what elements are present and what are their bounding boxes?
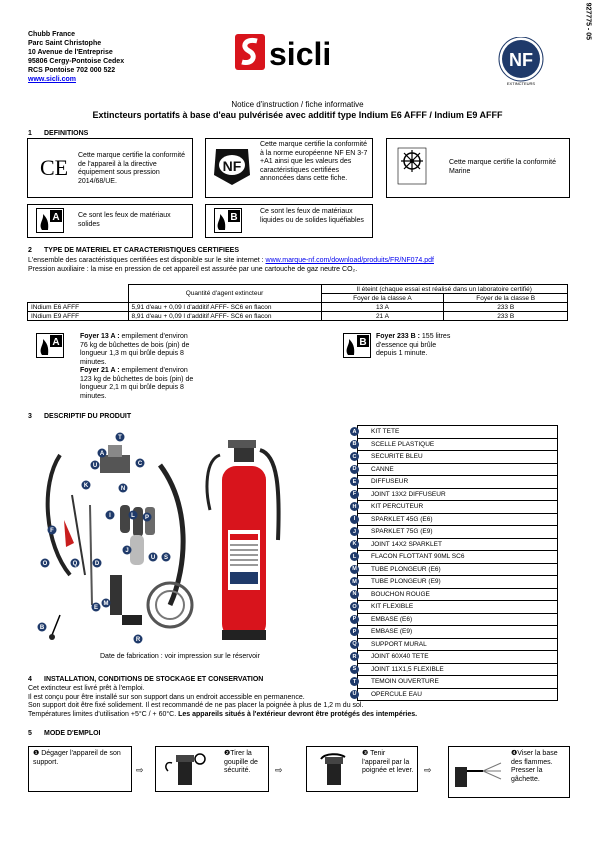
step-1-text: ❶ Dégager l'appareil de son support. bbox=[33, 750, 121, 766]
svg-text:B: B bbox=[39, 625, 45, 631]
svg-text:T: T bbox=[118, 435, 122, 441]
svg-text:E: E bbox=[93, 605, 99, 611]
nf-certification-logo bbox=[498, 37, 544, 87]
address-line: RCS Pontoise 702 000 522 bbox=[28, 67, 116, 74]
list-item: C SECURITE BLEU bbox=[357, 451, 558, 464]
section-4-heading: 4 INSTALLATION, CONDITIONS DE STOCKAGE ET CONSERVATION bbox=[28, 676, 264, 683]
address-line: Parc Saint Christophe bbox=[28, 40, 102, 47]
table-row: INdium E6 AFFF 5,91 d'eau + 0,09 l d'additif AFFF- SC6 en flacon 13 A 233 B bbox=[28, 303, 568, 312]
step-arrow-icon: ⇨ bbox=[424, 765, 432, 775]
lift-extinguisher-icon bbox=[311, 751, 357, 787]
table-header-class-a: Foyer de la classe A bbox=[321, 294, 444, 303]
list-item: T TEMOIN OUVERTURE bbox=[357, 676, 558, 689]
list-item: B SCELLE PLASTIQUE bbox=[357, 439, 558, 452]
list-item: U OPERCULE EAU bbox=[357, 689, 558, 702]
section-3-heading: 3 DESCRIPTIF DU PRODUIT bbox=[28, 413, 132, 420]
table-header-quantity: Quantité d'agent extincteur bbox=[128, 285, 321, 303]
step-arrow-icon: ⇨ bbox=[136, 765, 144, 775]
fire-class-a-icon bbox=[36, 333, 64, 358]
list-item: K JOINT 14X2 SPARKLET bbox=[357, 539, 558, 552]
svg-text:Q: Q bbox=[72, 561, 78, 567]
step-2-box bbox=[155, 746, 269, 792]
nf-definition-text: Cette marque certifie la conformité à la norme européenne NF EN 3-7 +A1 ainsi que les valeurs des caractéristiques certifiées annoncées dans cette fiche. bbox=[260, 141, 368, 182]
ce-icon: CE bbox=[40, 155, 69, 180]
list-item: P EMBASE (E9) bbox=[357, 626, 558, 639]
svg-text:M: M bbox=[103, 601, 109, 607]
list-item: N BOUCHON ROUGE bbox=[357, 589, 558, 602]
sicli-logo-text: sicli bbox=[269, 36, 332, 72]
list-item: D CANNE bbox=[357, 464, 558, 477]
marine-wheel-icon bbox=[397, 147, 427, 185]
fabrication-date-note: Date de fabrication : voir impression sur le réservoir bbox=[100, 653, 260, 660]
address-line: Chubb France bbox=[28, 31, 76, 38]
step-3-text: ❸ Tenir l'appareil par la poignée et lever. bbox=[362, 750, 414, 774]
step-3-box bbox=[306, 746, 418, 792]
list-item: P EMBASE (E6) bbox=[357, 614, 558, 627]
svg-text:L: L bbox=[131, 513, 135, 519]
section-5-heading: 5 MODE D'EMPLOI bbox=[28, 730, 101, 737]
list-item: H KIT PERCUTEUR bbox=[357, 501, 558, 514]
fire-class-b-icon bbox=[214, 208, 242, 233]
characteristics-table bbox=[27, 284, 568, 321]
address-line: 10 Avenue de l'Entreprise bbox=[28, 49, 113, 56]
fire-extinguisher-illustration bbox=[200, 430, 290, 650]
table-header-class-b: Foyer de la classe B bbox=[444, 294, 568, 303]
svg-text:U: U bbox=[150, 555, 156, 561]
svg-text:NF: NF bbox=[222, 158, 242, 174]
marine-definition-box bbox=[386, 138, 570, 198]
step-4-text: ❹Viser la base des flammes. Presser la gâchette. bbox=[511, 750, 558, 783]
list-item: R JOINT 60X40 TETE bbox=[357, 651, 558, 664]
nf-caption: EXTINCTEURS bbox=[506, 81, 536, 86]
svg-text:I: I bbox=[109, 513, 111, 519]
svg-text:N: N bbox=[120, 486, 126, 492]
list-item: A KIT TETE bbox=[357, 425, 558, 439]
list-item: M TUBE PLONGEUR (E9) bbox=[357, 576, 558, 589]
nf-definition-box bbox=[205, 138, 373, 198]
svg-text:D: D bbox=[94, 561, 100, 567]
fire-b-definition-box bbox=[205, 204, 373, 238]
certified-characteristics-intro: L'ensemble des caractéristiques certifiées est disponible sur le site internet : www.marque-nf.com/download/produits/FR/NF074.pdf bbox=[28, 257, 434, 264]
parts-list bbox=[352, 425, 558, 701]
svg-text:U: U bbox=[92, 463, 98, 469]
ce-definition-box bbox=[27, 138, 193, 198]
nf-datasheet-link[interactable]: www.marque-nf.com/download/produits/FR/NF074.pdf bbox=[265, 257, 434, 264]
svg-text:B: B bbox=[230, 212, 238, 223]
fire-b-definition-text: Ce sont les feux de matériaux liquides ou de solides liquéfiables bbox=[260, 208, 364, 224]
document-title: Extincteurs portatifs à base d'eau pulvérisée avec additif type Indium E6 AFFF / Indium E9 AFFF bbox=[92, 110, 503, 120]
svg-text:R: R bbox=[135, 637, 141, 643]
step-2-text: ❷Tirer la goupille de sécurité. bbox=[224, 750, 258, 774]
section-1-heading: 1 DEFINITIONS bbox=[28, 130, 89, 137]
step-1-box bbox=[28, 746, 132, 792]
sicli-logo bbox=[233, 32, 365, 72]
svg-text:A: A bbox=[52, 212, 60, 223]
pressure-text: Pression auxiliaire : la mise en pression de cet appareil est assurée par une cartouche de gaz neutre CO₂. bbox=[28, 266, 358, 273]
foyer-b-description: Foyer 233 B : 155 litres d'essence qui brûle depuis 1 minute. bbox=[376, 333, 451, 357]
svg-text:A: A bbox=[52, 337, 60, 348]
diagram-part-markers bbox=[30, 425, 205, 650]
installation-text: Cet extincteur est livré prêt à l'emploi. Il est conçu pour être installé sur son support dans un endroit accessible en permanence. Son support doit être fixé solidement. Il est recommandé de ne pas placer la poignée à plus de 1,2 m du sol. Températures limites d'utilisation +5°C / + 60°C. Les appareils situés à l'extérieur devront être protégés des intempéries. bbox=[28, 685, 418, 718]
table-header-group: Il éteint (chaque essai est réalisé dans un laboratoire certifié) bbox=[321, 285, 568, 294]
fire-a-definition-box bbox=[27, 204, 193, 238]
svg-text:S: S bbox=[163, 555, 169, 561]
svg-text:A: A bbox=[99, 451, 105, 457]
list-item: J SPARKLET 75G (E9) bbox=[357, 526, 558, 539]
step-arrow-icon: ⇨ bbox=[275, 765, 283, 775]
nf-icon bbox=[212, 145, 252, 189]
list-item: O KIT FLEXIBLE bbox=[357, 601, 558, 614]
list-item: Q SUPPORT MURAL bbox=[357, 639, 558, 652]
svg-text:B: B bbox=[359, 337, 367, 348]
aim-spray-icon bbox=[453, 753, 503, 789]
section-2-heading: 2 TYPE DE MATERIEL ET CARACTERISTIQUES CERTIFIEES bbox=[28, 247, 239, 254]
document-subtitle: Notice d'instruction / fiche informative bbox=[231, 100, 364, 109]
pull-pin-icon bbox=[160, 751, 210, 787]
list-item: L FLACON FLOTTANT 90ML SC6 bbox=[357, 551, 558, 564]
company-address bbox=[28, 30, 124, 84]
fire-a-definition-text: Ce sont les feux de matériaux solides bbox=[78, 212, 171, 228]
list-item: S JOINT 11X1,5 FLEXIBLE bbox=[357, 664, 558, 677]
step-4-box bbox=[448, 746, 570, 798]
company-website-link[interactable]: www.sicli.com bbox=[28, 76, 76, 83]
marine-definition-text: Cette marque certifie la conformité Marine bbox=[449, 159, 556, 175]
svg-text:O: O bbox=[42, 561, 48, 567]
list-item: E DIFFUSEUR bbox=[357, 476, 558, 489]
list-item: M TUBE PLONGEUR (E6) bbox=[357, 564, 558, 577]
list-item: F JOINT 13X2 DIFFUSEUR bbox=[357, 489, 558, 502]
ce-definition-text: Cette marque certifie la conformité de l'appareil à la directive équipement sous pression 2014/68/UE. bbox=[78, 152, 185, 185]
fire-class-b-icon bbox=[343, 333, 371, 358]
table-row: INdium E9 AFFF 8,91 d'eau + 0,09 l d'additif AFFF- SC6 en flacon 21 A 233 B bbox=[28, 312, 568, 321]
fire-class-a-icon bbox=[36, 208, 64, 233]
document-number: 927775 - 05 bbox=[584, 2, 591, 40]
nf-mark-text: NF bbox=[509, 50, 533, 70]
address-line: 95806 Cergy-Pontoise Cedex bbox=[28, 58, 125, 65]
list-item: I SPARKLET 45G (E6) bbox=[357, 514, 558, 527]
svg-text:K: K bbox=[83, 483, 89, 489]
svg-text:F: F bbox=[50, 528, 54, 534]
svg-text:P: P bbox=[144, 515, 150, 521]
foyer-a-description: Foyer 13 A : empilement d'environ 76 kg de bûchettes de bois (pin) de longueur 1,3 m qui brûle depuis 8 minutes. Foyer 21 A : empilement d'environ 123 kg de bûchettes de bois (pin) de longueur 2,1 m qui brûle depuis 8 minutes. bbox=[80, 333, 194, 400]
svg-text:J: J bbox=[125, 548, 129, 554]
svg-text:C: C bbox=[137, 461, 143, 467]
